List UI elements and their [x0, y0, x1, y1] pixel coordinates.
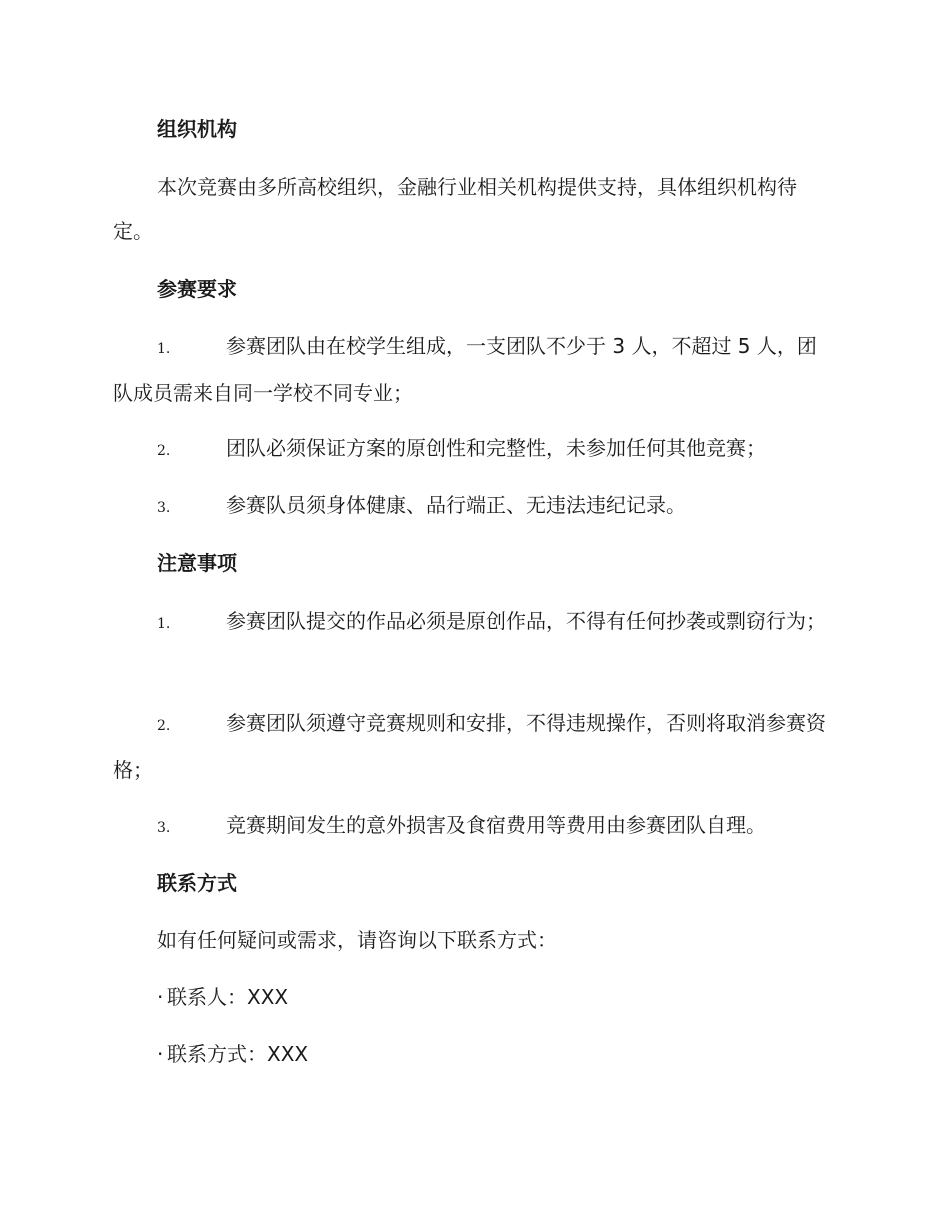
contact-bullet-person — [157, 975, 877, 1019]
list-item-text: 参赛队员须身体健康、品行端正、无违法违纪记录。 — [226, 493, 686, 517]
heading-notes: 注意事项 — [157, 551, 237, 575]
note-item-2 — [113, 701, 833, 792]
heading-requirements: 参赛要求 — [157, 277, 237, 301]
heading-contact: 联系方式 — [157, 871, 237, 895]
requirement-item-3 — [113, 483, 833, 530]
contact-intro: 如有任何疑问或需求，请咨询以下联系方式： — [157, 928, 557, 952]
bullet-text: 联系人：XXX — [167, 985, 289, 1009]
bullet-marker: · — [157, 985, 164, 1009]
list-item-text: 参赛团队须遵守竞赛规则和安排，不得违规操作，否则将取消参赛资格； — [113, 711, 826, 782]
list-number: 3. — [157, 820, 171, 836]
contact-bullet-method — [157, 1032, 877, 1076]
organization-paragraph: 本次竞赛由多所高校组织，金融行业相关机构提供支持，具体组织机构待定。 — [113, 175, 797, 243]
requirement-item-2 — [113, 426, 833, 473]
note-item-3 — [113, 803, 833, 850]
list-number: 3. — [157, 500, 171, 516]
list-item-text: 团队必须保证方案的原创性和完整性，未参加任何其他竞赛； — [226, 436, 766, 460]
list-number: 2. — [157, 718, 171, 734]
list-number: 2. — [157, 443, 171, 459]
heading-organization: 组织机构 — [157, 117, 237, 141]
list-item-text: 竞赛期间发生的意外损害及食宿费用等费用由参赛团队自理。 — [226, 813, 766, 837]
list-item-text: 参赛团队由在校学生组成，一支团队不少于 3 人，不超过 5 人，团队成员需来自同一学校不同专业； — [113, 334, 817, 405]
note-item-1 — [113, 599, 833, 646]
list-number: 1. — [157, 616, 171, 632]
bullet-marker: · — [157, 1042, 164, 1066]
list-number: 1. — [157, 341, 171, 357]
requirement-item-1 — [113, 324, 833, 415]
bullet-text: 联系方式：XXX — [167, 1042, 309, 1066]
list-item-text: 参赛团队提交的作品必须是原创作品，不得有任何抄袭或剽窃行为； — [226, 609, 826, 633]
